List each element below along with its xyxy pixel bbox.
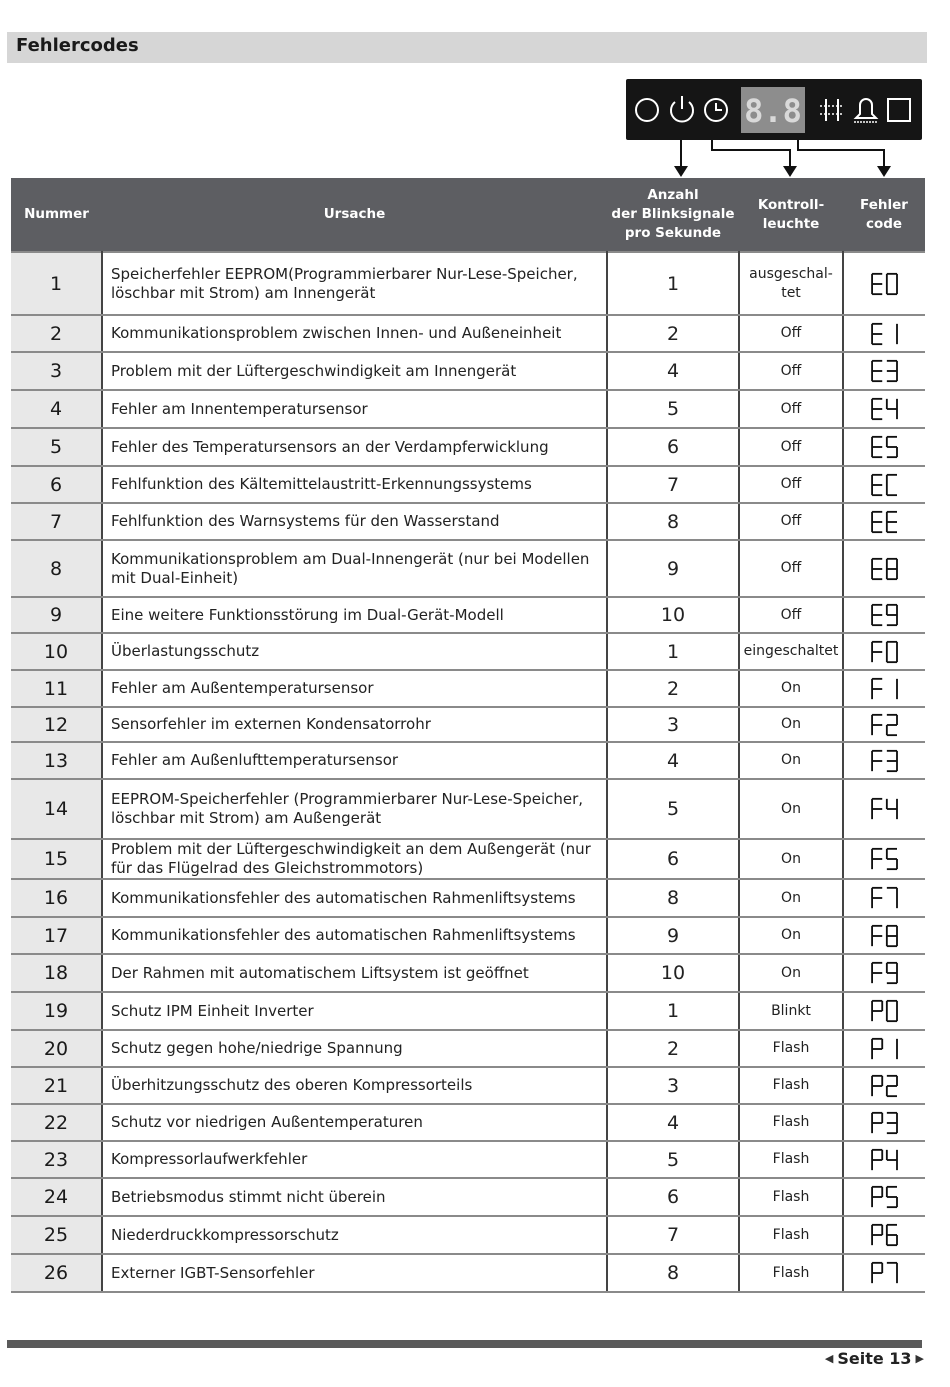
- table-header-row: [11, 178, 925, 252]
- segment-display: [741, 87, 805, 133]
- row-error-code: [843, 352, 925, 390]
- row-number: 21: [11, 1067, 102, 1104]
- table-row: [11, 540, 925, 597]
- error-code-glyph: [870, 557, 900, 581]
- row-number: 23: [11, 1141, 102, 1178]
- error-code-glyph: [870, 359, 900, 383]
- row-number: 3: [11, 352, 102, 390]
- row-indicator-lamp: Off: [739, 503, 843, 540]
- error-code-glyph: [870, 640, 900, 664]
- row-indicator-lamp: eingeschaltet: [739, 633, 843, 670]
- square-icon: [888, 99, 910, 121]
- row-error-code: [843, 315, 925, 352]
- row-indicator-lamp: On: [739, 839, 843, 879]
- row-number: 7: [11, 503, 102, 540]
- header-blink-line-2: der Blinksignale: [611, 206, 735, 222]
- row-number: 20: [11, 1030, 102, 1067]
- row-blink-count: 4: [607, 352, 739, 390]
- row-number: 2: [11, 315, 102, 352]
- row-indicator-lamp: Off: [739, 352, 843, 390]
- row-cause: Kompressorlaufwerkfehler: [102, 1141, 607, 1178]
- error-code-glyph: [870, 924, 900, 948]
- row-error-code: [843, 1104, 925, 1141]
- row-number: 5: [11, 428, 102, 466]
- row-number: 19: [11, 992, 102, 1030]
- row-indicator-lamp: Off: [739, 466, 843, 503]
- row-blink-count: 10: [607, 954, 739, 992]
- row-error-code: [843, 597, 925, 633]
- row-error-code: [843, 540, 925, 597]
- bell-icon: [854, 99, 878, 122]
- footer-divider: [7, 1340, 922, 1348]
- row-cause: Überlastungsschutz: [102, 633, 607, 670]
- table-row: [11, 917, 925, 954]
- table-row: [11, 1104, 925, 1141]
- row-error-code: [843, 466, 925, 503]
- row-cause: Fehler am Außentemperatursensor: [102, 670, 607, 707]
- page-indicator: [825, 1349, 924, 1368]
- row-error-code: [843, 252, 925, 315]
- row-indicator-lamp: On: [739, 779, 843, 839]
- next-page-icon[interactable]: ▶: [915, 1352, 924, 1365]
- row-error-code: [843, 428, 925, 466]
- row-cause: Fehler des Temperatursensors an der Verdampferwicklung: [102, 428, 607, 466]
- row-number: 8: [11, 540, 102, 597]
- row-error-code: [843, 839, 925, 879]
- error-code-glyph: [870, 797, 900, 821]
- row-number: 15: [11, 839, 102, 879]
- row-number: 26: [11, 1254, 102, 1292]
- table-row: [11, 252, 925, 315]
- row-cause: Eine weitere Funktionsstörung im Dual-Gerät-Modell: [102, 597, 607, 633]
- table-row: [11, 352, 925, 390]
- row-blink-count: 4: [607, 1104, 739, 1141]
- header-ursache: Ursache: [102, 178, 607, 252]
- table-row: [11, 992, 925, 1030]
- row-blink-count: 8: [607, 1254, 739, 1292]
- table-row: [11, 1030, 925, 1067]
- row-blink-count: 10: [607, 597, 739, 633]
- row-blink-count: 7: [607, 466, 739, 503]
- header-blink: [607, 178, 739, 252]
- row-number: 10: [11, 633, 102, 670]
- row-indicator-lamp: On: [739, 707, 843, 742]
- table-row: [11, 954, 925, 992]
- row-number: 18: [11, 954, 102, 992]
- row-cause: Fehler am Innentemperatursensor: [102, 390, 607, 428]
- row-cause: Externer IGBT-Sensorfehler: [102, 1254, 607, 1292]
- row-number: 4: [11, 390, 102, 428]
- error-code-glyph: [870, 272, 900, 296]
- header-code-line-2: code: [865, 215, 903, 232]
- row-blink-count: 4: [607, 742, 739, 779]
- row-cause: Kommunikationsfehler des automatischen Rahmenliftsystems: [102, 879, 607, 917]
- row-indicator-lamp: Blinkt: [739, 992, 843, 1030]
- row-cause: Fehlfunktion des Warnsystems für den Wasserstand: [102, 503, 607, 540]
- control-panel: [626, 79, 922, 140]
- table-row: [11, 503, 925, 540]
- row-blink-count: 9: [607, 917, 739, 954]
- row-blink-count: 8: [607, 879, 739, 917]
- table-row: [11, 839, 925, 879]
- table-row: [11, 466, 925, 503]
- row-indicator-lamp: Flash: [739, 1178, 843, 1216]
- row-cause: Niederdruckkompressorschutz: [102, 1216, 607, 1254]
- row-number: 9: [11, 597, 102, 633]
- row-cause: Problem mit der Lüftergeschwindigkeit an dem Außengerät (nur für das Flügelrad des Gleichstrommotors): [102, 839, 607, 879]
- row-number: 13: [11, 742, 102, 779]
- row-number: 6: [11, 466, 102, 503]
- power-off-icon: [636, 99, 658, 121]
- table-row: [11, 1067, 925, 1104]
- header-blink-line-1: Anzahl: [647, 187, 699, 203]
- row-indicator-lamp: Flash: [739, 1141, 843, 1178]
- error-code-glyph: [870, 961, 900, 985]
- row-cause: Betriebsmodus stimmt nicht überein: [102, 1178, 607, 1216]
- row-indicator-lamp: Flash: [739, 1067, 843, 1104]
- temperature-icon: [820, 99, 844, 121]
- row-indicator-lamp: On: [739, 954, 843, 992]
- row-error-code: [843, 954, 925, 992]
- error-code-glyph: [870, 1223, 900, 1247]
- error-code-glyph: [870, 1148, 900, 1172]
- table-row: [11, 1178, 925, 1216]
- row-blink-count: 8: [607, 503, 739, 540]
- error-code-glyph: [870, 1037, 900, 1061]
- error-code-glyph: [870, 510, 900, 534]
- row-blink-count: 3: [607, 707, 739, 742]
- header-lamp-line-1: Kontroll-: [757, 196, 825, 213]
- previous-page-icon[interactable]: ◀: [824, 1352, 834, 1365]
- row-blink-count: 5: [607, 779, 739, 839]
- row-indicator-lamp: On: [739, 879, 843, 917]
- row-error-code: [843, 917, 925, 954]
- error-code-glyph: [870, 435, 900, 459]
- row-error-code: [843, 670, 925, 707]
- page-number: Seite 13: [837, 1349, 912, 1368]
- header-blink-line-3: pro Sekunde: [624, 225, 722, 241]
- error-code-glyph: [870, 397, 900, 421]
- row-cause: Speicherfehler EEPROM(Programmierbarer Nur-Lese-Speicher, löschbar mit Strom) am Innengerät: [102, 252, 607, 315]
- row-error-code: [843, 390, 925, 428]
- row-blink-count: 6: [607, 428, 739, 466]
- header-code-line-1: Fehler: [860, 196, 908, 213]
- table-row: [11, 1254, 925, 1292]
- table-row: [11, 879, 925, 917]
- row-indicator-lamp: Off: [739, 540, 843, 597]
- row-number: 16: [11, 879, 102, 917]
- error-code-glyph: [870, 847, 900, 871]
- row-error-code: [843, 879, 925, 917]
- row-number: 25: [11, 1216, 102, 1254]
- error-code-table: [11, 178, 925, 1293]
- header-code: [843, 178, 925, 252]
- header-lamp: [739, 178, 843, 252]
- table-row: [11, 707, 925, 742]
- row-indicator-lamp: Off: [739, 597, 843, 633]
- row-cause: Überhitzungsschutz des oberen Kompressorteils: [102, 1067, 607, 1104]
- row-indicator-lamp: On: [739, 917, 843, 954]
- row-error-code: [843, 1030, 925, 1067]
- row-cause: Problem mit der Lüftergeschwindigkeit am Innengerät: [102, 352, 607, 390]
- row-blink-count: 3: [607, 1067, 739, 1104]
- row-blink-count: 2: [607, 670, 739, 707]
- error-code-glyph: [870, 603, 900, 627]
- row-cause: Kommunikationsfehler des automatischen Rahmenliftsystems: [102, 917, 607, 954]
- row-cause: Kommunikationsproblem am Dual-Innengerät (nur bei Modellen mit Dual-Einheit): [102, 540, 607, 597]
- row-indicator-lamp: On: [739, 670, 843, 707]
- row-blink-count: 1: [607, 992, 739, 1030]
- row-indicator-lamp: Flash: [739, 1104, 843, 1141]
- error-code-glyph: [870, 473, 900, 497]
- error-code-glyph: [870, 1074, 900, 1098]
- row-blink-count: 6: [607, 1178, 739, 1216]
- row-cause: Der Rahmen mit automatischem Liftsystem ist geöffnet: [102, 954, 607, 992]
- row-error-code: [843, 1067, 925, 1104]
- table-row: [11, 742, 925, 779]
- error-code-glyph: [870, 713, 900, 737]
- row-error-code: [843, 1141, 925, 1178]
- table-row: [11, 390, 925, 428]
- clock-icon: [705, 99, 727, 121]
- display-readout: 8.8: [744, 92, 802, 130]
- header-nummer: Nummer: [11, 178, 102, 252]
- row-number: 14: [11, 779, 102, 839]
- row-error-code: [843, 503, 925, 540]
- row-number: 12: [11, 707, 102, 742]
- row-indicator-lamp: Flash: [739, 1216, 843, 1254]
- row-blink-count: 5: [607, 1141, 739, 1178]
- row-indicator-lamp: Off: [739, 428, 843, 466]
- row-blink-count: 7: [607, 1216, 739, 1254]
- table-row: [11, 779, 925, 839]
- row-indicator-lamp: Off: [739, 390, 843, 428]
- page-title: Fehlercodes: [16, 35, 139, 56]
- row-indicator-lamp: Flash: [739, 1030, 843, 1067]
- row-cause: Fehlfunktion des Kältemittelaustritt-Erkennungssystems: [102, 466, 607, 503]
- row-error-code: [843, 779, 925, 839]
- error-code-glyph: [870, 1111, 900, 1135]
- row-blink-count: 9: [607, 540, 739, 597]
- section-title-bar: [7, 32, 927, 63]
- row-number: 22: [11, 1104, 102, 1141]
- row-blink-count: 1: [607, 633, 739, 670]
- row-blink-count: 6: [607, 839, 739, 879]
- row-cause: Schutz IPM Einheit Inverter: [102, 992, 607, 1030]
- error-code-glyph: [870, 1185, 900, 1209]
- error-code-glyph: [870, 322, 900, 346]
- row-cause: EEPROM-Speicherfehler (Programmierbarer Nur-Lese-Speicher, löschbar mit Strom) am Außengerät: [102, 779, 607, 839]
- row-number: 11: [11, 670, 102, 707]
- row-cause: Schutz vor niedrigen Außentemperaturen: [102, 1104, 607, 1141]
- row-cause: Schutz gegen hohe/niedrige Spannung: [102, 1030, 607, 1067]
- table-row: [11, 428, 925, 466]
- error-code-glyph: [870, 999, 900, 1023]
- row-indicator-lamp: ausgeschal-tet: [739, 252, 843, 315]
- table-row: [11, 670, 925, 707]
- row-indicator-lamp: Off: [739, 315, 843, 352]
- header-lamp-line-2: leuchte: [762, 215, 820, 232]
- power-icon: [671, 96, 693, 121]
- row-cause: Kommunikationsproblem zwischen Innen- und Außeneinheit: [102, 315, 607, 352]
- table-body: [11, 252, 925, 1292]
- row-number: 17: [11, 917, 102, 954]
- row-number: 1: [11, 252, 102, 315]
- row-indicator-lamp: On: [739, 742, 843, 779]
- row-error-code: [843, 1178, 925, 1216]
- row-blink-count: 2: [607, 1030, 739, 1067]
- table-row: [11, 597, 925, 633]
- table-row: [11, 315, 925, 352]
- error-code-glyph: [870, 749, 900, 773]
- row-error-code: [843, 1216, 925, 1254]
- row-cause: Sensorfehler im externen Kondensatorrohr: [102, 707, 607, 742]
- row-error-code: [843, 742, 925, 779]
- error-code-glyph: [870, 886, 900, 910]
- row-error-code: [843, 1254, 925, 1292]
- row-cause: Fehler am Außenlufttemperatursensor: [102, 742, 607, 779]
- row-blink-count: 1: [607, 252, 739, 315]
- row-number: 24: [11, 1178, 102, 1216]
- row-error-code: [843, 633, 925, 670]
- row-blink-count: 5: [607, 390, 739, 428]
- table-row: [11, 1216, 925, 1254]
- table-row: [11, 1141, 925, 1178]
- row-error-code: [843, 992, 925, 1030]
- row-error-code: [843, 707, 925, 742]
- row-blink-count: 2: [607, 315, 739, 352]
- table-row: [11, 633, 925, 670]
- error-code-glyph: [870, 1261, 900, 1285]
- error-code-glyph: [870, 677, 900, 701]
- row-indicator-lamp: Flash: [739, 1254, 843, 1292]
